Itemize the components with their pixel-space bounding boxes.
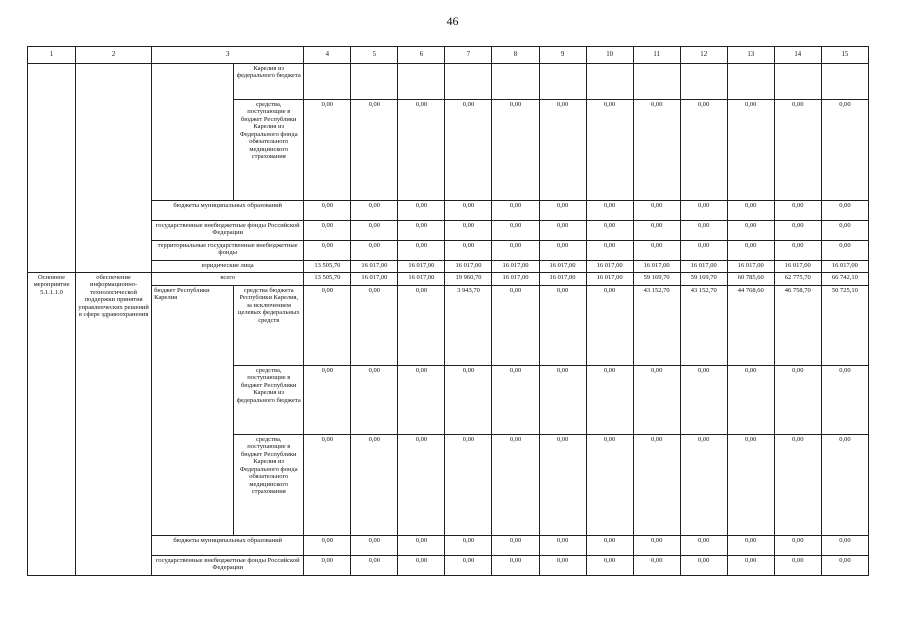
value-cell: 0,00 <box>304 556 351 576</box>
value-cell: 0,00 <box>633 201 680 221</box>
value-cell: 0,00 <box>492 536 539 556</box>
value-cell: 0,00 <box>774 556 821 576</box>
value-cell: 0,00 <box>633 556 680 576</box>
empty-cell <box>774 64 821 100</box>
value-cell: 0,00 <box>586 221 633 241</box>
activity-description-cell: обеспечение информационно-технологической поддержки принятия управленческих решений в сфере здравоохранения <box>76 273 152 576</box>
value-cell: 16 017,00 <box>633 261 680 273</box>
value-cell: 16 017,00 <box>351 273 398 286</box>
table-row <box>28 273 869 286</box>
row-label: средства бюджета Республики Карелия, за исключением целевых федеральных средств <box>234 286 304 366</box>
value-cell: 0,00 <box>821 221 868 241</box>
value-cell: 0,00 <box>304 221 351 241</box>
header-cell: 5 <box>351 47 398 64</box>
value-cell: 0,00 <box>633 221 680 241</box>
budget-source-cell: бюджет Республики Карелия <box>152 286 234 536</box>
value-cell: 66 742,10 <box>821 273 868 286</box>
value-cell: 0,00 <box>680 556 727 576</box>
value-cell: 0,00 <box>727 201 774 221</box>
header-cell: 8 <box>492 47 539 64</box>
empty-cell <box>398 64 445 100</box>
value-cell: 0,00 <box>586 100 633 201</box>
row-label: государственные внебюджетные фонды Российской Федерации <box>152 556 304 576</box>
value-cell: 16 017,00 <box>539 261 586 273</box>
value-cell: 0,00 <box>680 241 727 261</box>
value-cell: 43 152,70 <box>633 286 680 366</box>
value-cell: 0,00 <box>398 286 445 366</box>
row-label: государственные внебюджетные фонды Российской Федерации <box>152 221 304 241</box>
value-cell: 0,00 <box>586 201 633 221</box>
header-cell: 12 <box>680 47 727 64</box>
value-cell: 0,00 <box>680 435 727 536</box>
value-cell: 0,00 <box>727 221 774 241</box>
activity-code-cell: Основное мероприятие 5.1.1.1.0 <box>28 273 76 576</box>
value-cell: 0,00 <box>351 286 398 366</box>
value-cell: 0,00 <box>633 366 680 435</box>
empty-cell <box>727 64 774 100</box>
value-cell: 0,00 <box>304 201 351 221</box>
value-cell: 0,00 <box>774 435 821 536</box>
value-cell: 16 017,00 <box>586 261 633 273</box>
value-cell: 16 017,00 <box>492 261 539 273</box>
value-cell: 0,00 <box>774 201 821 221</box>
value-cell: 0,00 <box>539 286 586 366</box>
value-cell: 16 017,00 <box>727 261 774 273</box>
header-cell: 10 <box>586 47 633 64</box>
value-cell: 59 169,70 <box>633 273 680 286</box>
value-cell: 44 768,60 <box>727 286 774 366</box>
table-row <box>28 201 869 221</box>
value-cell: 0,00 <box>727 556 774 576</box>
header-cell: 14 <box>774 47 821 64</box>
value-cell: 0,00 <box>586 536 633 556</box>
value-cell: 0,00 <box>727 241 774 261</box>
value-cell: 43 152,70 <box>680 286 727 366</box>
value-cell: 0,00 <box>586 366 633 435</box>
row-label: Карелия из федерального бюджета <box>234 64 304 100</box>
value-cell: 16 017,00 <box>445 261 492 273</box>
value-cell: 0,00 <box>727 435 774 536</box>
value-cell: 0,00 <box>351 100 398 201</box>
value-cell: 16 017,00 <box>398 273 445 286</box>
value-cell: 0,00 <box>633 435 680 536</box>
value-cell: 0,00 <box>727 366 774 435</box>
value-cell: 0,00 <box>821 435 868 536</box>
value-cell: 0,00 <box>492 221 539 241</box>
table-header-row <box>28 47 869 64</box>
budget-table <box>27 46 869 576</box>
value-cell: 0,00 <box>774 241 821 261</box>
value-cell: 0,00 <box>304 366 351 435</box>
value-cell: 0,00 <box>586 435 633 536</box>
value-cell: 19 960,70 <box>445 273 492 286</box>
value-cell: 0,00 <box>586 286 633 366</box>
value-cell: 0,00 <box>492 241 539 261</box>
section1-col1-cell <box>28 64 76 273</box>
value-cell: 0,00 <box>445 241 492 261</box>
value-cell: 0,00 <box>539 241 586 261</box>
value-cell: 16 017,00 <box>351 261 398 273</box>
value-cell: 0,00 <box>398 241 445 261</box>
value-cell: 16 017,00 <box>398 261 445 273</box>
value-cell: 16 017,00 <box>586 273 633 286</box>
value-cell: 0,00 <box>304 286 351 366</box>
value-cell: 0,00 <box>492 366 539 435</box>
value-cell: 0,00 <box>821 536 868 556</box>
value-cell: 50 725,10 <box>821 286 868 366</box>
header-cell: 11 <box>633 47 680 64</box>
value-cell: 0,00 <box>539 435 586 536</box>
empty-cell <box>539 64 586 100</box>
table-row <box>28 221 869 241</box>
row-label: юридические лица <box>152 261 304 273</box>
section1-budget-cell <box>152 64 234 201</box>
value-cell: 0,00 <box>351 221 398 241</box>
row-label: бюджеты муниципальных образований <box>152 201 304 221</box>
value-cell: 0,00 <box>539 100 586 201</box>
value-cell: 0,00 <box>586 241 633 261</box>
header-cell: 13 <box>727 47 774 64</box>
row-label: всего <box>152 273 304 286</box>
value-cell: 0,00 <box>398 366 445 435</box>
value-cell: 0,00 <box>821 366 868 435</box>
value-cell: 0,00 <box>539 201 586 221</box>
value-cell: 0,00 <box>445 201 492 221</box>
table-row <box>28 261 869 273</box>
value-cell: 0,00 <box>821 241 868 261</box>
value-cell: 16 017,00 <box>821 261 868 273</box>
value-cell: 0,00 <box>774 221 821 241</box>
header-cell: 7 <box>445 47 492 64</box>
value-cell: 0,00 <box>633 241 680 261</box>
value-cell: 0,00 <box>398 556 445 576</box>
page-number: 46 <box>446 14 459 28</box>
empty-cell <box>680 64 727 100</box>
value-cell: 0,00 <box>304 241 351 261</box>
value-cell: 0,00 <box>398 201 445 221</box>
empty-cell <box>586 64 633 100</box>
value-cell: 3 943,70 <box>445 286 492 366</box>
value-cell: 0,00 <box>351 241 398 261</box>
empty-cell <box>821 64 868 100</box>
value-cell: 13 505,70 <box>304 261 351 273</box>
value-cell: 0,00 <box>492 556 539 576</box>
value-cell: 0,00 <box>445 556 492 576</box>
value-cell: 0,00 <box>633 100 680 201</box>
value-cell: 59 169,70 <box>680 273 727 286</box>
value-cell: 0,00 <box>398 221 445 241</box>
header-cell: 4 <box>304 47 351 64</box>
header-cell: 3 <box>152 47 304 64</box>
empty-cell <box>633 64 680 100</box>
value-cell: 0,00 <box>492 435 539 536</box>
value-cell: 0,00 <box>445 366 492 435</box>
value-cell: 46 758,70 <box>774 286 821 366</box>
value-cell: 0,00 <box>539 556 586 576</box>
value-cell: 13 505,70 <box>304 273 351 286</box>
value-cell: 0,00 <box>304 100 351 201</box>
value-cell: 0,00 <box>821 100 868 201</box>
value-cell: 0,00 <box>680 221 727 241</box>
value-cell: 0,00 <box>727 536 774 556</box>
value-cell: 0,00 <box>680 536 727 556</box>
table-row <box>28 556 869 576</box>
value-cell: 0,00 <box>445 435 492 536</box>
row-label: средства, поступающие в бюджет Республики Карелия из Федерального фонда обязательного медицинского страхования <box>234 435 304 536</box>
empty-cell <box>492 64 539 100</box>
value-cell: 0,00 <box>539 366 586 435</box>
value-cell: 0,00 <box>539 536 586 556</box>
table-row <box>28 241 869 261</box>
value-cell: 0,00 <box>492 286 539 366</box>
value-cell: 0,00 <box>351 536 398 556</box>
value-cell: 0,00 <box>680 366 727 435</box>
value-cell: 60 785,60 <box>727 273 774 286</box>
empty-cell <box>304 64 351 100</box>
value-cell: 0,00 <box>351 435 398 536</box>
value-cell: 16 017,00 <box>539 273 586 286</box>
section1-col2-cell <box>76 64 152 273</box>
value-cell: 0,00 <box>680 100 727 201</box>
value-cell: 0,00 <box>680 201 727 221</box>
value-cell: 0,00 <box>445 221 492 241</box>
header-cell: 6 <box>398 47 445 64</box>
header-cell: 2 <box>76 47 152 64</box>
table-row <box>28 286 869 366</box>
value-cell: 0,00 <box>445 536 492 556</box>
row-label: бюджеты муниципальных образований <box>152 536 304 556</box>
value-cell: 16 017,00 <box>680 261 727 273</box>
value-cell: 0,00 <box>304 536 351 556</box>
value-cell: 0,00 <box>398 100 445 201</box>
table-row <box>28 64 869 100</box>
value-cell: 0,00 <box>351 556 398 576</box>
value-cell: 0,00 <box>398 435 445 536</box>
value-cell: 0,00 <box>821 556 868 576</box>
value-cell: 62 775,70 <box>774 273 821 286</box>
value-cell: 0,00 <box>398 536 445 556</box>
value-cell: 0,00 <box>774 366 821 435</box>
header-cell: 1 <box>28 47 76 64</box>
header-cell: 9 <box>539 47 586 64</box>
row-label: средства, поступающие в бюджет Республики Карелия из Федерального фонда обязательного медицинского страхования <box>234 100 304 201</box>
table-row <box>28 536 869 556</box>
value-cell: 0,00 <box>633 536 680 556</box>
value-cell: 0,00 <box>774 100 821 201</box>
value-cell: 0,00 <box>821 201 868 221</box>
row-label: средства, поступающие в бюджет Республики Карелия из федерального бюджета <box>234 366 304 435</box>
header-cell: 15 <box>821 47 868 64</box>
table-body <box>28 47 869 576</box>
empty-cell <box>445 64 492 100</box>
value-cell: 16 017,00 <box>492 273 539 286</box>
value-cell: 0,00 <box>304 435 351 536</box>
value-cell: 0,00 <box>586 556 633 576</box>
value-cell: 0,00 <box>774 536 821 556</box>
row-label: территориальные государственные внебюджетные фонды <box>152 241 304 261</box>
value-cell: 0,00 <box>492 201 539 221</box>
value-cell: 0,00 <box>727 100 774 201</box>
value-cell: 16 017,00 <box>774 261 821 273</box>
value-cell: 0,00 <box>445 100 492 201</box>
value-cell: 0,00 <box>539 221 586 241</box>
value-cell: 0,00 <box>492 100 539 201</box>
value-cell: 0,00 <box>351 201 398 221</box>
empty-cell <box>351 64 398 100</box>
value-cell: 0,00 <box>351 366 398 435</box>
